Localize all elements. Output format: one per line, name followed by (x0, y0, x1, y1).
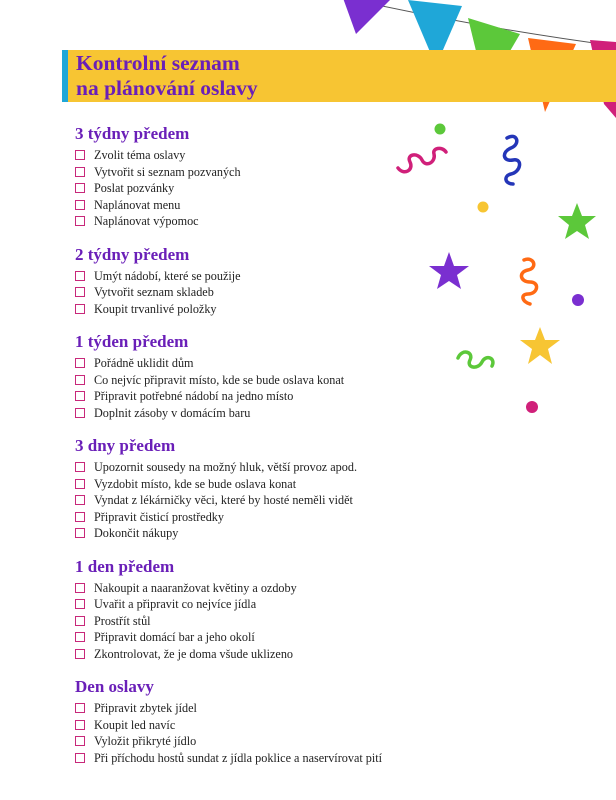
checklist-item (75, 164, 455, 181)
confetti-dot-magenta (526, 401, 538, 413)
checklist-section (75, 557, 455, 663)
checklist-item (75, 197, 455, 214)
checklist-item-label: Doplnit zásoby v domácím baru (94, 405, 251, 420)
streamer-orange (521, 259, 536, 304)
checkbox[interactable] (75, 183, 85, 193)
checkbox[interactable] (75, 408, 85, 418)
star-yellow (520, 327, 560, 364)
checklist-item (75, 580, 455, 597)
checklist-item (75, 476, 455, 493)
streamer-green (458, 352, 493, 367)
confetti-dot-purple (572, 294, 584, 306)
checkbox[interactable] (75, 632, 85, 642)
section-heading: 3 dny předem (75, 436, 176, 455)
checkbox[interactable] (75, 479, 85, 489)
section-heading: Den oslavy (75, 677, 154, 696)
checkbox[interactable] (75, 304, 85, 314)
checkbox[interactable] (75, 200, 85, 210)
checklist-item (75, 750, 455, 767)
section-heading: 1 týden předem (75, 332, 189, 351)
checkbox[interactable] (75, 528, 85, 538)
title-accent-bar (62, 50, 68, 102)
checklist-item-label: Naplánovat menu (94, 197, 181, 212)
checklist-item (75, 700, 455, 717)
checklist-section (75, 245, 455, 318)
checklist-item (75, 180, 455, 197)
checkbox[interactable] (75, 736, 85, 746)
checklist-section (75, 677, 455, 766)
checklist-item (75, 284, 455, 301)
checklist-item (75, 596, 455, 613)
checklist-item (75, 492, 455, 509)
checklist-item-label: Vyložit přikryté jídlo (94, 734, 197, 749)
checklist-items (75, 355, 455, 421)
checklist-item-label: Vytvořit si seznam pozvaných (94, 164, 241, 179)
checklist-item-label: Při příchodu hostů sundat z jídla poklice a naservírovat pití (94, 750, 383, 765)
checklist-items (75, 147, 455, 230)
page-title-line1: Kontrolní seznam (76, 51, 240, 75)
section-heading: 1 den předem (75, 556, 175, 576)
checklist-item-label: Dokončit nákupy (94, 526, 179, 541)
checkbox[interactable] (75, 375, 85, 385)
checklist-section (75, 332, 455, 421)
checklist-item-label: Připravit zbytek jídel (94, 701, 197, 716)
checklist-section (75, 124, 455, 230)
checklist-item (75, 405, 455, 422)
checklist-item (75, 147, 455, 164)
checklist (75, 124, 455, 781)
confetti-dot-yellow (478, 202, 489, 213)
checklist-item-label: Připravit domácí bar a jeho okolí (94, 630, 255, 645)
checklist-item-label: Vyzdobit místo, kde se bude oslava konat (94, 476, 297, 491)
checklist-item (75, 388, 455, 405)
checklist-item-label: Připravit čisticí prostředky (94, 509, 224, 524)
checklist-item (75, 646, 455, 663)
checklist-item (75, 213, 455, 230)
checklist-items (75, 459, 455, 542)
checklist-items (75, 268, 455, 318)
checklist-item (75, 733, 455, 750)
checklist-item-label: Umýt nádobí, které se použije (94, 268, 241, 283)
checklist-item-label: Naplánovat výpomoc (94, 214, 199, 229)
checkbox[interactable] (75, 649, 85, 659)
checklist-item-label: Co nejvíc připravit místo, kde se bude oslava konat (94, 372, 345, 387)
checkbox[interactable] (75, 287, 85, 297)
checklist-item-label: Prostřít stůl (94, 613, 151, 628)
page-title-line2: na plánování oslavy (76, 76, 258, 100)
section-heading: 2 týdny předem (75, 244, 190, 264)
checkbox[interactable] (75, 753, 85, 763)
bunting-string (345, 0, 616, 46)
checklist-item (75, 355, 455, 372)
checklist-item-label: Pořádně uklidit dům (94, 356, 194, 371)
checklist-item (75, 459, 455, 476)
checkbox[interactable] (75, 703, 85, 713)
section-heading: 3 týdny předem (75, 124, 190, 143)
checkbox[interactable] (75, 512, 85, 522)
checklist-item (75, 301, 455, 318)
checklist-item-label: Nakoupit a naaranžovat květiny a ozdoby (94, 580, 297, 595)
checklist-item-label: Koupit led navíc (94, 717, 176, 732)
checklist-item-label: Vyndat z lékárničky věci, které by hosté neměli vidět (94, 493, 353, 508)
checkbox[interactable] (75, 616, 85, 626)
checklist-item (75, 372, 455, 389)
checkbox[interactable] (75, 167, 85, 177)
checklist-item-label: Zkontrolovat, že je doma všude uklizeno (94, 646, 294, 661)
checkbox[interactable] (75, 391, 85, 401)
checkbox[interactable] (75, 495, 85, 505)
checkbox[interactable] (75, 150, 85, 160)
checklist-item-label: Poslat pozvánky (94, 181, 175, 196)
checklist-item-label: Upozornit sousedy na možný hluk, větší provoz apod. (94, 460, 358, 475)
star-green (558, 203, 596, 239)
checkbox[interactable] (75, 271, 85, 281)
checklist-item (75, 717, 455, 734)
checklist-item-label: Zvolit téma oslavy (94, 148, 186, 163)
bunting-flag-purple (343, 0, 392, 34)
checkbox[interactable] (75, 216, 85, 226)
checklist-item (75, 629, 455, 646)
checklist-item (75, 268, 455, 285)
checklist-item (75, 525, 455, 542)
checklist-items (75, 580, 455, 663)
checklist-section (75, 436, 455, 542)
checkbox[interactable] (75, 583, 85, 593)
checklist-item (75, 613, 455, 630)
checkbox[interactable] (75, 462, 85, 472)
checkbox[interactable] (75, 358, 85, 368)
checklist-item-label: Koupit trvanlivé položky (94, 301, 217, 316)
checklist-item (75, 509, 455, 526)
page-title (76, 51, 258, 101)
checklist-item-label: Vytvořit seznam skladeb (94, 285, 214, 300)
checkbox[interactable] (75, 720, 85, 730)
checklist-items (75, 700, 455, 766)
checklist-item-label: Připravit potřebné nádobí na jedno místo (94, 389, 294, 404)
checkbox[interactable] (75, 599, 85, 609)
streamer-blue (504, 136, 519, 184)
checklist-item-label: Uvařit a připravit co nejvíce jídla (94, 597, 257, 612)
